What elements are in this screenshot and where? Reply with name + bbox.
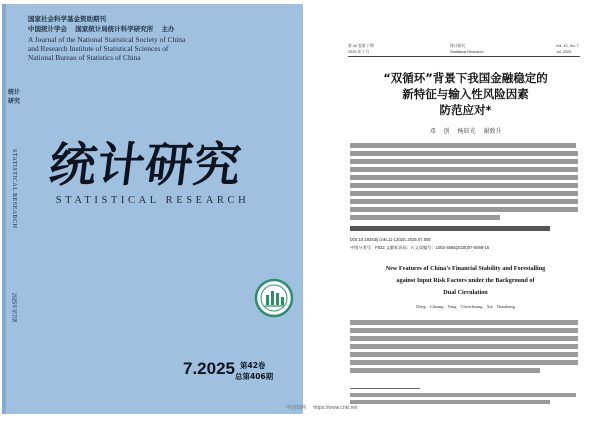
abstract-line — [350, 215, 500, 220]
doi-line: DOI:10.19343/j.cnki.11-1302/c.2025.07.005 — [350, 237, 431, 242]
keywords-line — [350, 226, 550, 231]
journal-emblem-icon — [254, 278, 294, 318]
header-volume-cn: 第 42 卷第 7 期 — [348, 44, 374, 48]
abstract-line — [350, 167, 578, 172]
sponsor-role: 主办 — [161, 25, 175, 33]
en-abstract-line — [350, 320, 578, 325]
en-abstract-line — [350, 336, 578, 341]
header-date-en: Jul. 2025 — [556, 50, 572, 54]
cover-total-issue: 总第406期 — [235, 372, 274, 381]
header-rule — [348, 56, 580, 57]
article-title-line-2: 新特征与输入性风险因素 — [402, 87, 529, 101]
en-abstract-line — [350, 368, 540, 373]
abstract-line — [350, 183, 578, 188]
article-page — [320, 2, 603, 414]
cover-en-line-2: and Research Institute of Statistical Sciences of — [28, 44, 169, 53]
watermark — [286, 404, 364, 411]
footnote-line — [350, 400, 550, 404]
abstract-line — [350, 159, 578, 164]
spine-title-cn: 统计研究 — [8, 89, 21, 105]
abstract-line — [350, 143, 576, 148]
abstract-line — [350, 175, 578, 180]
sponsor-org-2: 国家统计局统计科学研究所 — [75, 25, 154, 33]
footnote-rule — [350, 388, 420, 389]
cover-title-en: STATISTICAL RESEARCH — [55, 195, 250, 206]
watermark-url[interactable]: https://www.cnki.net — [313, 405, 358, 411]
journal-cover — [2, 4, 303, 414]
abstract-line — [350, 199, 578, 204]
header-date-cn: 2025 年 7 月 — [348, 50, 370, 54]
article-en-title-line-3: Dual Circulation — [443, 289, 488, 296]
article-title-line-1: “双循环”背景下我国金融稳定的 — [383, 71, 548, 85]
abstract-line — [350, 151, 578, 156]
authors-cn: 邓 创 杨辰光 谢敦升 — [429, 128, 502, 135]
cover-volume: 第42卷 — [240, 361, 266, 370]
header-journal-cn: 统计研究 — [450, 44, 466, 48]
cover-en-line-3: National Bureau of Statistics of China — [28, 53, 141, 62]
spine-title-en: STATISTICAL RESEARCH — [11, 149, 17, 229]
article-en-title-line-2: against Input Risk Factors under the Background of — [396, 277, 535, 284]
sponsor-org-1: 中国统计学会 — [28, 25, 67, 33]
abstract-line — [350, 207, 578, 212]
footnote-line — [350, 393, 576, 397]
cover-spine — [7, 78, 21, 338]
authors-en: Deng Chuang Yang Chenchuang Xie Dunsheng — [416, 304, 515, 309]
en-abstract-line — [350, 352, 578, 357]
article-en-title-line-1: New Features of China’s Financial Stability and Forestalling — [385, 265, 546, 272]
en-abstract-line — [350, 360, 578, 365]
cover-edge-shade — [2, 4, 6, 414]
en-abstract-line — [350, 328, 578, 333]
header-journal-en: Statistical Research — [450, 50, 484, 54]
sponsor-organizations — [28, 24, 181, 33]
en-abstract-line — [350, 344, 578, 349]
spine-issue: 2025年第7期 — [10, 293, 17, 322]
sponsor-fund: 国家社会科学基金资助期刊 — [28, 15, 106, 23]
abstract-line — [350, 191, 578, 196]
article-title-line-3: 防范应对* — [439, 103, 492, 117]
cover-issue-number: 7.2025 — [183, 359, 235, 378]
header-volume-en: Vol. 42, No. 7 — [556, 44, 579, 48]
cover-title-cn: 统计研究 — [46, 138, 245, 193]
classification-line: 中图分类号：F832 文献标识码：A 文章编号：1002-4565(2025)07-0068-15 — [350, 245, 490, 250]
cover-en-line-1: A Journal of the National Statistical Society of China — [28, 35, 186, 44]
watermark-brand: 中国知网 — [286, 405, 307, 411]
